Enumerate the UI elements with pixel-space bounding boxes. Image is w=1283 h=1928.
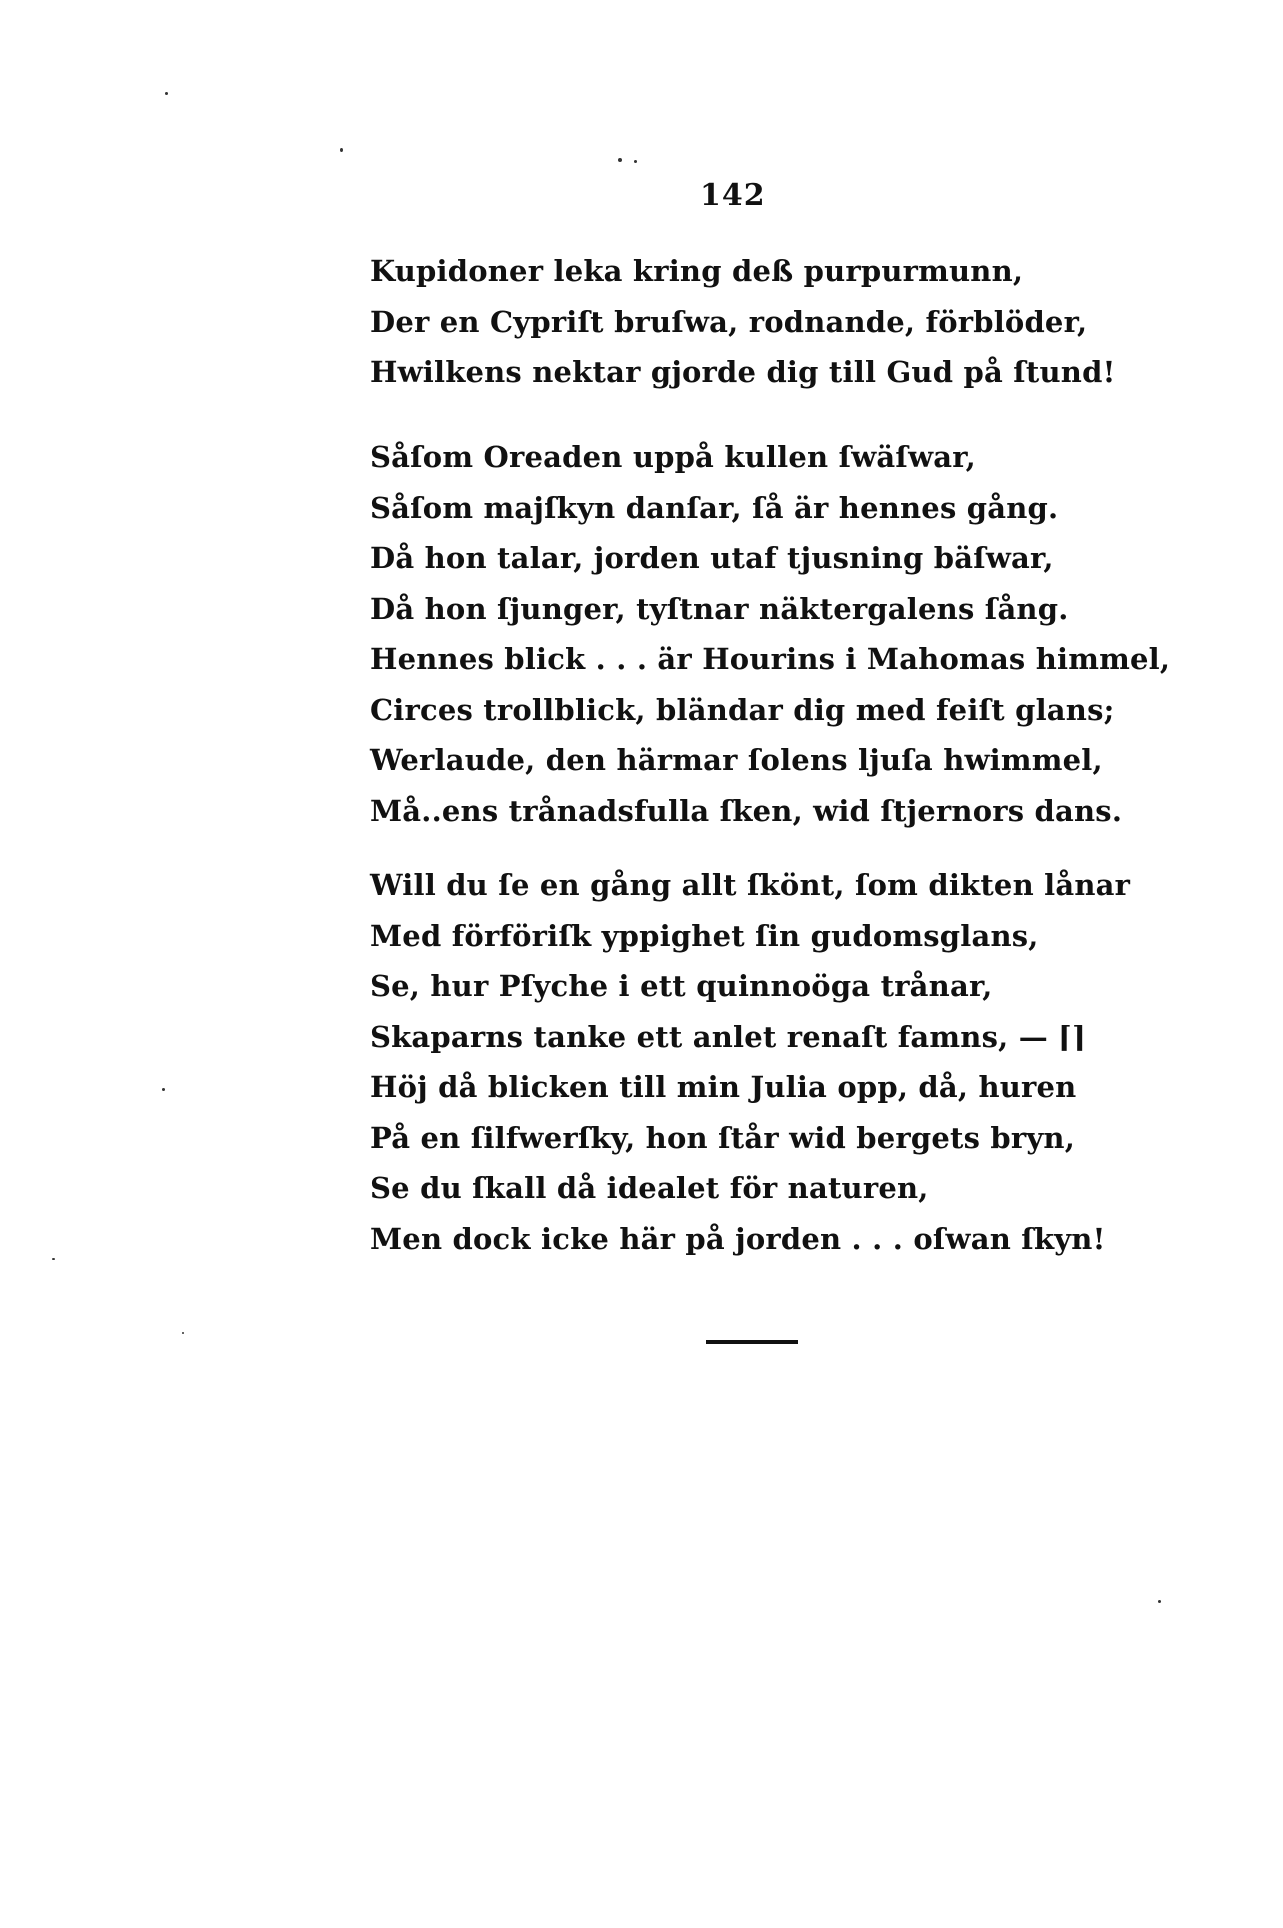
verse-line: Der en Cypriſt bruſwa, rodnande, förblöder, <box>370 304 1088 339</box>
scan-speck <box>618 158 622 162</box>
stanza-3 <box>370 860 1131 1264</box>
scan-speck <box>165 92 168 95</box>
verse-line: Skaparns tanke ett anlet renaſt famns, — ⌈⌉ <box>370 1019 1087 1054</box>
verse-line: Circes trollblick, bländar dig med feiſt glans; <box>370 692 1115 727</box>
verse-line: Werlaude, den härmar ſolens ljuſa hwimmel, <box>370 743 1103 777</box>
verse-line: Kupidoner leka kring deß purpurmunn, <box>370 254 1024 288</box>
verse-line: Såſom Oreaden uppå kullen ſwäſwar, <box>370 440 976 474</box>
scan-speck <box>340 148 343 152</box>
scan-speck <box>1158 1600 1161 1603</box>
verse-line: Will du ſe en gång allt ſkönt, ſom dikten lånar <box>370 868 1131 902</box>
verse-line: Se du ſkall då idealet för naturen, <box>370 1171 929 1205</box>
end-rule <box>706 1340 798 1344</box>
scan-speck <box>162 1088 165 1091</box>
scan-speck <box>634 160 637 163</box>
verse-line: Se, hur Pſyche i ett quinnoöga trånar, <box>370 969 993 1003</box>
verse-line: Hwilkens nektar gjorde dig till Gud på ſtund! <box>370 355 1116 389</box>
verse-line: Höj då blicken till min Julia opp, då, huren <box>370 1070 1077 1104</box>
scan-speck <box>182 1332 184 1334</box>
scan-speck <box>52 1258 55 1260</box>
verse-line: Hennes blick . . . är Hourins i Mahomas himmel, <box>370 642 1171 676</box>
verse-line: Då hon ſjunger, tyſtnar näktergalens ſång. <box>370 591 1069 626</box>
verse-line: På en ſilfwerſky, hon ſtår wid bergets bryn, <box>370 1120 1075 1155</box>
verse-line: Men dock icke här på jorden . . . oſwan ſkyn! <box>370 1221 1106 1256</box>
verse-line: Med förföriſk yppighet ſin gudomsglans, <box>370 918 1039 953</box>
page-number: 142 <box>700 178 766 213</box>
verse-line: Då hon talar, jorden utaf tjusning bäſwar, <box>370 541 1054 575</box>
stanza-1 <box>370 246 1116 398</box>
verse-line: Såſom majſkyn danſar, ſå är hennes gång. <box>370 490 1059 525</box>
verse-line: Må..ens trånadsfulla ſken, wid ſtjernors dans. <box>370 793 1123 828</box>
stanza-2 <box>370 432 1171 836</box>
